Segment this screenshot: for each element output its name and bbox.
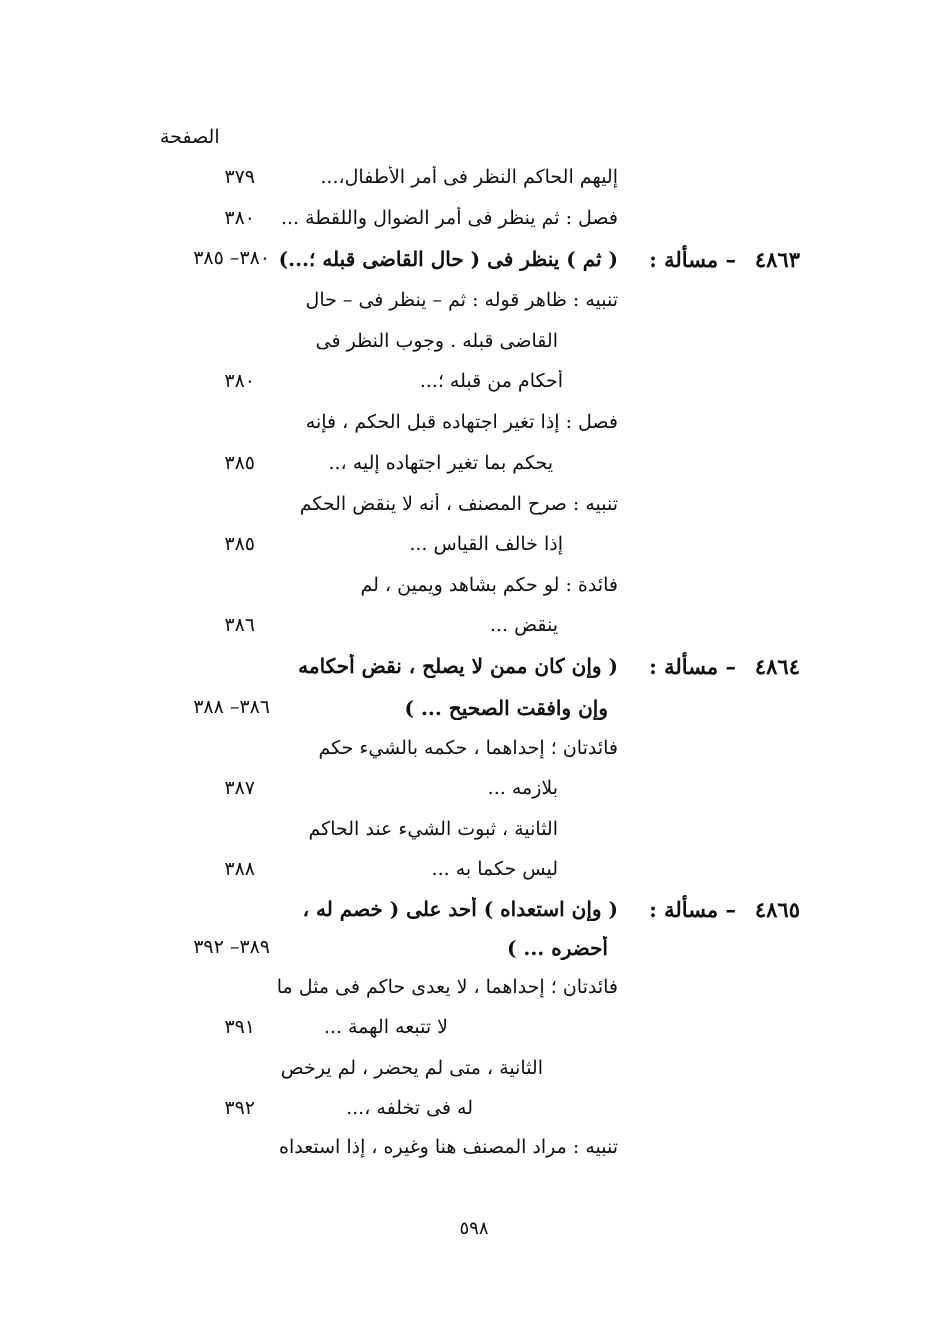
- entry-page: ٣٨٩– ٣٩٢: [193, 936, 270, 958]
- index-entry: [0, 614, 948, 654]
- index-entry: [0, 936, 948, 976]
- issue-label: – مسألة :: [649, 247, 736, 272]
- index-entry: [0, 452, 948, 492]
- index-entry: [0, 777, 948, 817]
- entry-text: أحضره ... ): [506, 936, 608, 960]
- issue-label: – مسألة :: [649, 654, 736, 679]
- index-entry: [0, 1016, 948, 1056]
- page-column-header: الصفحة: [160, 126, 220, 148]
- issue-entry: [0, 897, 948, 937]
- entry-text: إذا خالف القياس ...: [409, 533, 563, 555]
- index-entry: [0, 858, 948, 898]
- entry-text: وإن وافقت الصحيح ... ): [404, 696, 608, 720]
- issue-number: ٤٨٦٣: [754, 247, 800, 272]
- entry-text: تنبيه : صرح المصنف ، أنه لا ينقض الحكم: [299, 493, 618, 515]
- index-entry: [0, 533, 948, 573]
- entry-text: فائدة : لو حكم بشاهد ويمين ، لم: [360, 574, 618, 596]
- issue-number: ٤٨٦٤: [754, 654, 800, 679]
- entry-text: أحكام من قبله ؛...: [419, 370, 563, 392]
- entry-page: ٣٩١: [224, 1016, 255, 1038]
- entry-text: لا تتبعه الهمة ...: [323, 1016, 448, 1038]
- entry-page: ٣٨٧: [224, 777, 255, 799]
- entry-text: ليس حكما به ...: [431, 858, 558, 880]
- index-entry: [0, 818, 948, 858]
- index-entry: [0, 1136, 948, 1176]
- index-entry: [0, 207, 948, 247]
- index-entry: [0, 1057, 948, 1097]
- entry-text: فصل : ثم ينظر فى أمر الضوال واللقطة ...: [280, 207, 618, 229]
- index-entry: [0, 493, 948, 533]
- entry-text: ينقض ...: [489, 614, 558, 636]
- issue-entry: [0, 654, 948, 694]
- entry-text: إليهم الحاكم النظر فى أمر الأطفال،...: [320, 166, 618, 188]
- index-entry: [0, 411, 948, 451]
- entry-text: فصل : إذا تغير اجتهاده قبل الحكم ، فإنه: [305, 411, 618, 433]
- entry-page: ٣٨٨: [224, 858, 255, 880]
- entry-text: ( وإن كان ممن لا يصلح ، نقض أحكامه: [298, 654, 618, 678]
- entry-text: بلازمه ...: [487, 777, 558, 799]
- index-entry: [0, 976, 948, 1016]
- index-entry: [0, 574, 948, 614]
- index-entry: [0, 289, 948, 329]
- entry-text: الثانية ، متى لم يحضر ، لم يرخص: [280, 1057, 543, 1079]
- entry-page: ٣٨٠: [224, 370, 255, 392]
- entry-page: ٣٨٦– ٣٨٨: [193, 696, 270, 718]
- entry-text: ( ثم ) ينظر فى ( حال القاضى قبله ؛...): [278, 247, 618, 271]
- index-entry: [0, 330, 948, 370]
- page-number: ٥٩٨: [459, 1218, 489, 1239]
- issue-label: – مسألة :: [649, 897, 736, 922]
- entry-text: فائدتان ؛ إحداهما ، لا يعدى حاكم فى مثل ما: [276, 976, 618, 998]
- entry-page: ٣٨٠– ٣٨٥: [193, 247, 270, 269]
- index-entry: [0, 696, 948, 736]
- entry-text: تنبيه : مراد المصنف هنا وغيره ، إذا استعداه: [278, 1136, 618, 1158]
- issue-number: ٤٨٦٥: [754, 897, 800, 922]
- index-entry: [0, 370, 948, 410]
- entry-page: ٣٨٦: [224, 614, 255, 636]
- entry-page: ٣٩٢: [224, 1097, 255, 1119]
- index-entry: [0, 737, 948, 777]
- entry-page: ٣٨٠: [224, 207, 255, 229]
- entry-text: ( وإن استعداه ) أحد على ( خصم له ،: [302, 897, 618, 921]
- entry-text: يحكم بما تغير اجتهاده إليه ،..: [328, 452, 553, 474]
- entry-page: ٣٨٥: [224, 533, 255, 555]
- entry-text: فائدتان ؛ إحداهما ، حكمه بالشيء حكم: [318, 737, 618, 759]
- entry-text: القاضى قبله . وجوب النظر فى: [315, 330, 558, 352]
- issue-entry: [0, 247, 948, 287]
- entry-text: تنبيه : ظاهر قوله : ثم – ينظر فى – حال: [305, 289, 618, 311]
- entry-page: ٣٨٥: [224, 452, 255, 474]
- index-entry: [0, 166, 948, 206]
- entry-text: الثانية ، ثبوت الشيء عند الحاكم: [308, 818, 558, 840]
- entry-page: ٣٧٩: [224, 166, 255, 188]
- entry-text: له فى تخلفه ،...: [346, 1097, 473, 1119]
- index-entry: [0, 1097, 948, 1137]
